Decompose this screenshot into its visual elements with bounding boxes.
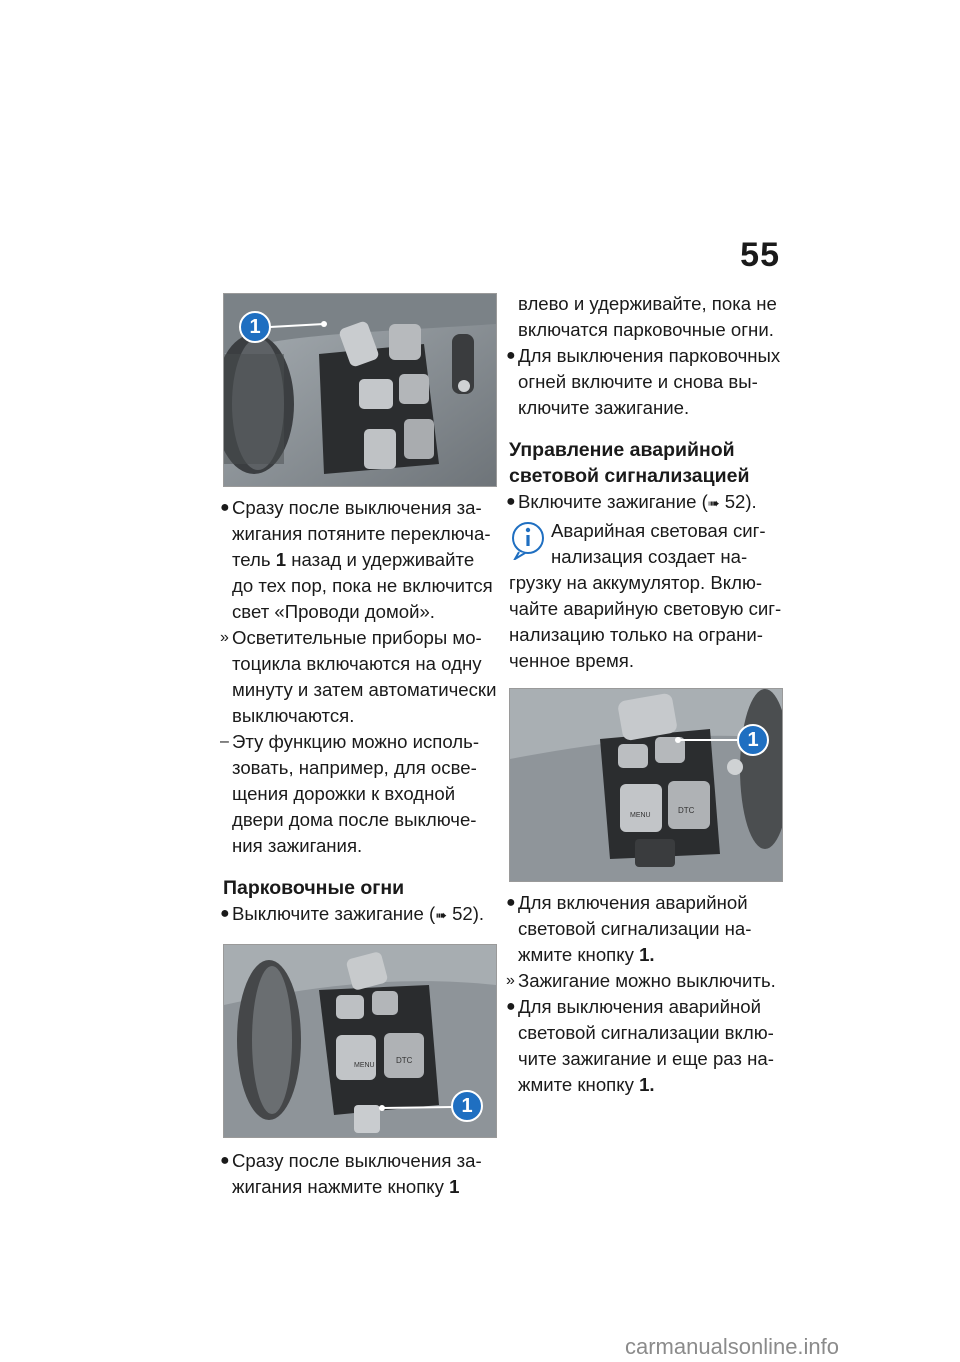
text-line: световой сигнализации на- [518,918,752,939]
right-column [506,291,782,1098]
result-item: » Зажигание можно выключить. [506,970,776,991]
text-line: щения дорожки к входной [232,783,456,804]
text-line: ченное время. [509,650,634,671]
watermark: carmanualsonline.info [625,1334,840,1359]
heading-parking-lights: Парковочные огни [223,877,405,899]
text-line: до тех пор, пока не включится [232,575,493,596]
arrow-ref-icon: ➠ [435,907,447,923]
text-line: грузку на аккумулятор. Вклю- [509,572,763,593]
left-column [220,293,497,1200]
menu-label: MENU [354,1062,375,1069]
reference-1: 1 [275,549,287,570]
info-icon [511,520,545,560]
figure-parking-button [223,944,497,1138]
text-line: световой сигнализации вклю- [518,1022,774,1043]
step-bullet: ● Сразу после выключения за- [220,497,482,518]
heading-hazard-lights: Управление аварийной [509,439,735,461]
text-line: нализацию только на ограни- [509,624,763,645]
reference-1: 1 [449,1176,460,1197]
text-line: жигания потяните переключа- [232,523,491,544]
text-line: Аварийная световая сиг- [551,520,766,541]
text-line: жигания нажмите кнопку 1 [232,1176,460,1197]
text-line: жмите кнопку 1. [518,1074,655,1095]
text-line: огней включите и снова вы- [518,371,758,392]
step-bullet: ● Для выключения аварийной [506,996,762,1017]
text-line: зовать, например, для осве- [232,757,477,778]
callout-1-fig3: 1 [747,729,759,751]
text-line: чайте аварийную световую сиг- [509,598,782,619]
step-bullet: ● Для выключения парковочных [506,345,781,366]
page-number: 55 [740,236,780,274]
text-line: влево и удерживайте, пока не [518,293,777,314]
figure-hazard-button [509,688,783,882]
text-line: тель 1 назад и удерживайте [232,549,475,570]
callout-1-fig2: 1 [461,1095,473,1117]
info-note [509,518,781,674]
text-line: чите зажигание и еще раз на- [518,1048,774,1069]
reference-1: 1. [639,1074,655,1095]
figure-home-light-switch [223,293,497,487]
result-item: » Осветительные приборы мо- [220,627,482,648]
step-bullet: ● Для включения аварийной [506,892,748,913]
callout-1-fig1: 1 [249,316,261,338]
text-line: минуту и затем автоматически [232,679,497,700]
text-line: ния зажигания. [232,835,363,856]
reference-1: 1. [639,944,655,965]
text-line: двери дома после выключе- [232,809,477,830]
note-item: – Эту функцию можно исполь- [220,731,480,752]
heading-hazard-lights-line2: световой сигнализацией [509,465,750,487]
arrow-ref-icon: ➠ [707,495,720,511]
text-line: ключите зажигание. [518,397,690,418]
step-bullet: ● Выключите зажигание (➠ 52). [220,903,485,924]
text-line: свет «Проводи домой». [232,601,435,622]
step-bullet: ● Включите зажигание (➠ 52). [506,491,757,512]
menu-label: MENU [630,812,651,819]
dtc-label: DTC [396,1056,413,1065]
text-line: жмите кнопку 1. [518,944,655,965]
text-line: тоцикла включаются на одну [232,653,482,674]
step-bullet: ● Сразу после выключения за- [220,1150,482,1171]
text-line: нализация создает на- [551,546,748,567]
text-line: выключаются. [232,705,355,726]
dtc-label: DTC [678,806,695,815]
text-line: включатся парковочные огни. [518,319,774,340]
